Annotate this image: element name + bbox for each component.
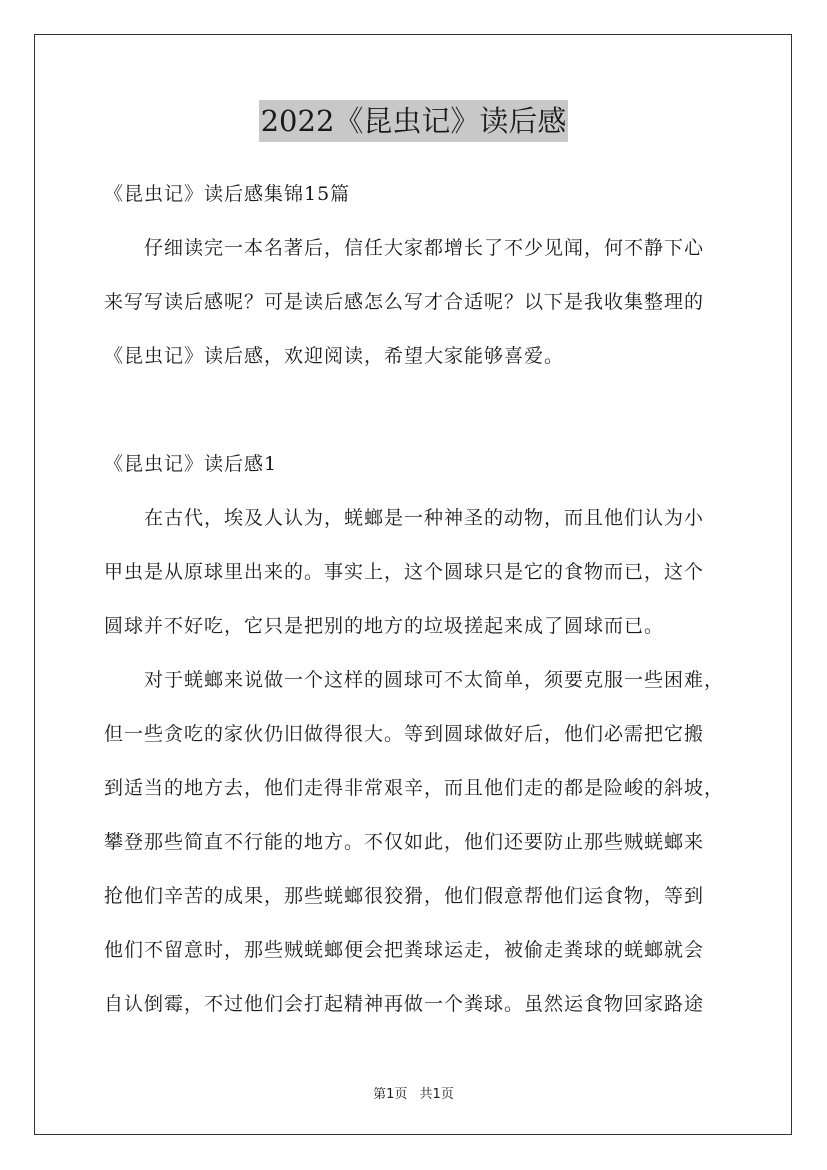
document-subtitle: 《昆虫记》读后感集锦15篇	[104, 183, 351, 205]
paragraph2-line-5: 抢他们辛苦的成果，那些蜣螂很狡猾，他们假意帮他们运食物，等到	[104, 885, 705, 907]
paragraph1-line-3: 圆球并不好吃，它只是把别的地方的垃圾搓起来成了圆球而已。	[104, 615, 665, 637]
page-footer: 第1页 共1页	[373, 1087, 454, 1102]
paragraph1-line-2: 甲虫是从原球里出来的。事实上，这个圆球只是它的食物而已，这个	[104, 561, 705, 583]
paragraph2-line-4: 攀登那些简直不行能的地方。不仅如此，他们还要防止那些贼蜣螂来	[104, 831, 705, 853]
paragraph1-line-1: 在古代，埃及人认为，蜣螂是一种神圣的动物，而且他们认为小	[144, 507, 705, 529]
intro-line-3: 《昆虫记》读后感，欢迎阅读，希望大家能够喜爱。	[104, 345, 565, 367]
paragraph2-line-6: 他们不留意时，那些贼蜣螂便会把粪球运走，被偷走粪球的蜣螂就会	[104, 939, 705, 961]
intro-line-1: 仔细读完一本名著后，信任大家都增长了不少见闻，何不静下心	[144, 237, 705, 259]
section-heading: 《昆虫记》读后感1	[104, 453, 278, 475]
document-title: 2022《昆虫记》读后感	[259, 100, 569, 142]
title-container	[0, 100, 827, 142]
paragraph2-line-1: 对于蜣螂来说做一个这样的圆球可不太简单，须要克服一些困难，	[144, 669, 725, 691]
paragraph2-line-2: 但一些贪吃的家伙仍旧做得很大。等到圆球做好后，他们必需把它搬	[104, 723, 705, 745]
paragraph2-line-7: 自认倒霉，不过他们会打起精神再做一个粪球。虽然运食物回家路途	[104, 993, 705, 1015]
intro-line-2: 来写写读后感呢？可是读后感怎么写才合适呢？以下是我收集整理的	[104, 291, 705, 313]
paragraph2-line-3: 到适当的地方去，他们走得非常艰辛，而且他们走的都是险峻的斜坡，	[104, 777, 725, 799]
